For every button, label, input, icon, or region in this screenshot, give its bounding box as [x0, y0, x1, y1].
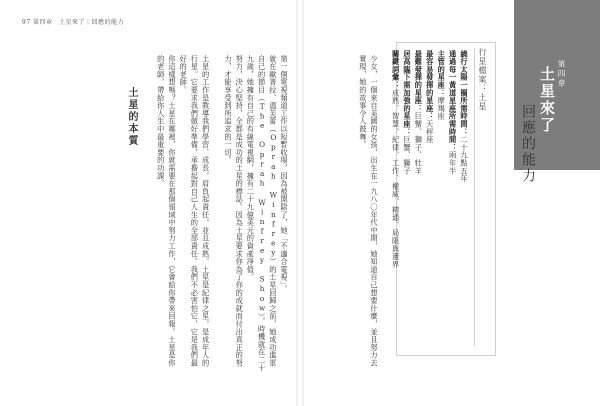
- fact-box-title: 行星檔案：土星: [478, 48, 487, 111]
- fact-row: 居高臨下需加強的星座：巨蟹、獅子: [402, 50, 412, 175]
- book-gutter: [296, 0, 304, 406]
- fact-row: 最容易發揮的星座：天秤座: [425, 50, 435, 144]
- fact-box-divider: [474, 48, 475, 346]
- right-page-body: [338, 55, 380, 373]
- paragraph: 少女，一個來自美國的女孩，出生在一九八〇年代中期，她知道自己想要什麼，並且努力去實現，她的故事令人鼓舞。: [358, 55, 379, 367]
- running-header: 97 第四章 土星來了｜回應的能力: [22, 19, 125, 26]
- paragraph: 第一個電視頻道工作以短暫收場，因為被開除了，她「不適合電視」。: [280, 55, 289, 294]
- paragraph: 就在歐普拉、溫芙蕾（Oprah Winfrey）的土星回歸之前，她成功進軍自己的節目（The Oprah Winfrey Show），時機就在二十九歲，她擁有自己的有線電視網，擁有二十九億美元的資產淨值。: [246, 55, 278, 372]
- fact-row: 關鍵詞彙：成熟、智慧、紀律、工作、權威、精通、局限與邊界: [391, 50, 401, 269]
- left-page-body: [22, 55, 290, 373]
- fact-row: 最難發揮的星座：巨蟹、獅子、牡羊: [414, 50, 424, 175]
- section-heading-spacer: [212, 55, 223, 373]
- section-heading: 土星的本質: [126, 87, 137, 147]
- chapter-title: 土星來了: [538, 66, 556, 134]
- paragraph: 努力，決心堅持，全都是成功的土星的標誌。因為土星要求你為了你的成就而付出真正的努力，才能享受到所追求的一切。: [223, 55, 245, 367]
- chapter-number: 第四章: [557, 60, 566, 89]
- fact-list: [391, 50, 470, 350]
- fact-row: 通過每一黃道星座所需時間：兩年半: [448, 50, 458, 175]
- fact-row: 繞行太陽一圈所需時間：二十九點五年: [460, 50, 469, 183]
- paragraph: 你這樣想嗎？土星在哪裡，你就需要在那個領域中努力工作，它會給你帶來回報。土星是你的老師，帶給你人生中最重要的功課。: [156, 55, 177, 367]
- fact-row: 主管的星座：摩羯座: [437, 50, 447, 121]
- paragraph: 土星的工作是教導我們學習、成長，肩負起責任，並且成熟。土星是紀律之星，是成年人的行星。它要求我們做好準備，承擔起對自己人生的全部責任。我們不必害怕它，它是我們最好的老師。: [179, 55, 211, 367]
- chapter-subtitle: 回應的能力: [520, 104, 536, 184]
